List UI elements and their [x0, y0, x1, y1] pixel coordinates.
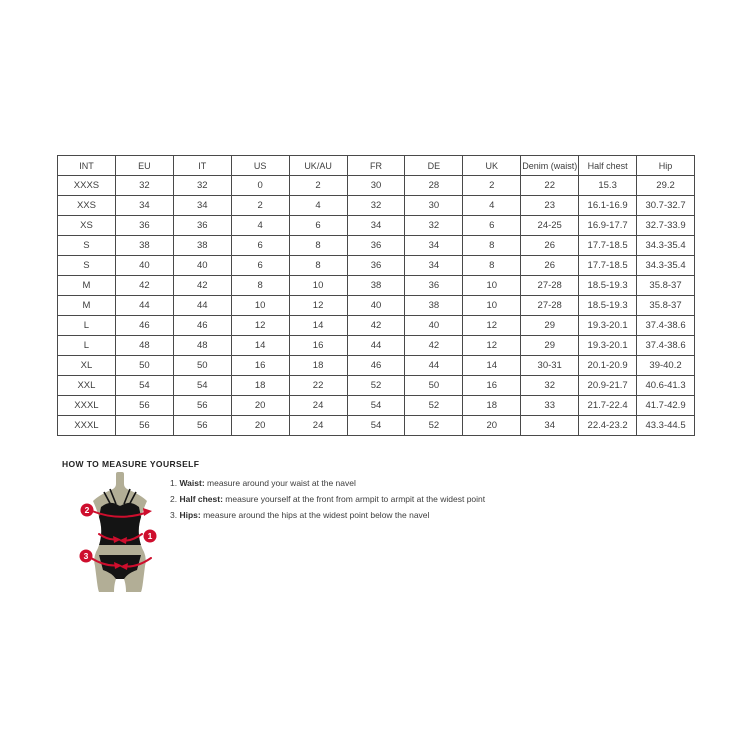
measure-section-title: HOW TO MEASURE YOURSELF — [62, 459, 200, 469]
table-cell: 42 — [405, 336, 463, 356]
table-cell: 22.4-23.2 — [579, 416, 637, 436]
table-cell: 46 — [347, 356, 405, 376]
table-cell: 20 — [231, 416, 289, 436]
table-cell: 30 — [347, 176, 405, 196]
table-cell: 22 — [521, 176, 579, 196]
table-cell: 27-28 — [521, 276, 579, 296]
table-cell: 19.3-20.1 — [579, 336, 637, 356]
table-cell: L — [58, 336, 116, 356]
table-cell: 16 — [289, 336, 347, 356]
table-row — [58, 296, 695, 316]
table-cell: 36 — [115, 216, 173, 236]
table-cell: XXL — [58, 376, 116, 396]
table-cell: 44 — [347, 336, 405, 356]
table-cell: 15.3 — [579, 176, 637, 196]
table-cell: 56 — [115, 416, 173, 436]
table-cell: 20 — [463, 416, 521, 436]
table-cell: 34.3-35.4 — [637, 256, 695, 276]
table-cell: 56 — [173, 416, 231, 436]
table-cell: 35.8-37 — [637, 296, 695, 316]
table-row — [58, 276, 695, 296]
table-cell: 4 — [289, 196, 347, 216]
size-chart-table — [57, 155, 695, 436]
table-cell: 32 — [115, 176, 173, 196]
table-row — [58, 176, 695, 196]
step-text: measure around your waist at the navel — [204, 478, 356, 488]
table-cell: 2 — [289, 176, 347, 196]
table-cell: 14 — [289, 316, 347, 336]
table-cell: 23 — [521, 196, 579, 216]
table-cell: 20 — [231, 396, 289, 416]
table-cell: XXS — [58, 196, 116, 216]
table-cell: 6 — [231, 236, 289, 256]
table-cell: 4 — [231, 216, 289, 236]
table-cell: L — [58, 316, 116, 336]
table-row — [58, 416, 695, 436]
table-cell: 18 — [463, 396, 521, 416]
table-cell: 24 — [289, 416, 347, 436]
table-cell: 44 — [173, 296, 231, 316]
table-cell: 40.6-41.3 — [637, 376, 695, 396]
table-cell: XS — [58, 216, 116, 236]
table-cell: 18.5-19.3 — [579, 276, 637, 296]
table-cell: 44 — [405, 356, 463, 376]
table-cell: 6 — [289, 216, 347, 236]
table-cell: 34 — [115, 196, 173, 216]
table-cell: 4 — [463, 196, 521, 216]
table-cell: 20.9-21.7 — [579, 376, 637, 396]
table-cell: 12 — [289, 296, 347, 316]
column-header: UK/AU — [289, 156, 347, 176]
table-cell: 37.4-38.6 — [637, 316, 695, 336]
table-cell: 16 — [463, 376, 521, 396]
table-cell: 40 — [115, 256, 173, 276]
table-cell: 46 — [173, 316, 231, 336]
table-cell: 8 — [289, 256, 347, 276]
table-cell: 40 — [173, 256, 231, 276]
step-text: measure yourself at the front from armpit to armpit at the widest point — [222, 494, 486, 504]
table-cell: 50 — [405, 376, 463, 396]
column-header: Hip — [637, 156, 695, 176]
table-cell: 12 — [231, 316, 289, 336]
table-cell: 30 — [405, 196, 463, 216]
table-cell: 26 — [521, 256, 579, 276]
table-cell: 22 — [289, 376, 347, 396]
table-cell: 34 — [347, 216, 405, 236]
table-cell: XXXL — [58, 416, 116, 436]
measure-step-hips — [170, 507, 485, 523]
table-row — [58, 236, 695, 256]
table-cell: 34.3-35.4 — [637, 236, 695, 256]
mannequin-illustration — [74, 471, 166, 595]
table-cell: 54 — [347, 396, 405, 416]
table-cell: 10 — [289, 276, 347, 296]
table-cell: 8 — [289, 236, 347, 256]
table-cell: XL — [58, 356, 116, 376]
column-header: IT — [173, 156, 231, 176]
table-cell: 34 — [173, 196, 231, 216]
marker-number-hips: 3 — [83, 551, 89, 561]
chest-measure-arrow — [143, 508, 152, 516]
table-cell: 29 — [521, 316, 579, 336]
column-header: DE — [405, 156, 463, 176]
table-cell: 38 — [115, 236, 173, 256]
table-cell: 32 — [173, 176, 231, 196]
table-cell: XXXS — [58, 176, 116, 196]
table-cell: 34 — [521, 416, 579, 436]
table-cell: 16.9-17.7 — [579, 216, 637, 236]
table-cell: 8 — [231, 276, 289, 296]
column-header: FR — [347, 156, 405, 176]
table-cell: 56 — [115, 396, 173, 416]
table-cell: 52 — [405, 396, 463, 416]
table-cell: 21.7-22.4 — [579, 396, 637, 416]
table-cell: 30.7-32.7 — [637, 196, 695, 216]
table-cell: 44 — [115, 296, 173, 316]
table-cell: 52 — [347, 376, 405, 396]
table-cell: 14 — [231, 336, 289, 356]
measure-marker-hips — [80, 550, 93, 563]
table-cell: 43.3-44.5 — [637, 416, 695, 436]
table-cell: 10 — [231, 296, 289, 316]
table-cell: 2 — [463, 176, 521, 196]
table-cell: 10 — [463, 296, 521, 316]
table-row — [58, 316, 695, 336]
table-cell: 18 — [231, 376, 289, 396]
marker-number-waist: 1 — [147, 531, 153, 541]
table-row — [58, 376, 695, 396]
column-header: Denim (waist) — [521, 156, 579, 176]
measure-marker-chest — [81, 504, 94, 517]
table-cell: 32 — [405, 216, 463, 236]
table-cell: 42 — [173, 276, 231, 296]
table-cell: 36 — [405, 276, 463, 296]
table-cell: 6 — [463, 216, 521, 236]
column-header: INT — [58, 156, 116, 176]
step-number: 1. — [170, 478, 178, 488]
table-cell: 32.7-33.9 — [637, 216, 695, 236]
table-cell: 16 — [231, 356, 289, 376]
step-label: Waist: — [179, 478, 205, 488]
table-cell: 54 — [347, 416, 405, 436]
column-header: UK — [463, 156, 521, 176]
step-number: 2. — [170, 494, 178, 504]
table-cell: 20.1-20.9 — [579, 356, 637, 376]
table-row — [58, 216, 695, 236]
table-cell: 32 — [347, 196, 405, 216]
table-cell: 12 — [463, 336, 521, 356]
table-cell: 6 — [231, 256, 289, 276]
table-cell: 34 — [405, 256, 463, 276]
table-cell: 28 — [405, 176, 463, 196]
measure-instructions — [170, 475, 485, 523]
step-label: Hips: — [179, 510, 201, 520]
table-cell: 29.2 — [637, 176, 695, 196]
table-cell: 19.3-20.1 — [579, 316, 637, 336]
table-cell: M — [58, 276, 116, 296]
table-cell: 26 — [521, 236, 579, 256]
table-cell: 12 — [463, 316, 521, 336]
table-cell: 52 — [405, 416, 463, 436]
table-cell: 18.5-19.3 — [579, 296, 637, 316]
table-cell: 10 — [463, 276, 521, 296]
table-cell: 8 — [463, 236, 521, 256]
table-row — [58, 256, 695, 276]
table-cell: 0 — [231, 176, 289, 196]
marker-number-chest: 2 — [84, 505, 90, 515]
table-cell: 33 — [521, 396, 579, 416]
table-cell: 29 — [521, 336, 579, 356]
table-cell: S — [58, 256, 116, 276]
table-cell: 40 — [405, 316, 463, 336]
table-row — [58, 396, 695, 416]
table-cell: 41.7-42.9 — [637, 396, 695, 416]
table-cell: 18 — [289, 356, 347, 376]
column-header: US — [231, 156, 289, 176]
table-row — [58, 356, 695, 376]
table-cell: 34 — [405, 236, 463, 256]
table-cell: 24 — [289, 396, 347, 416]
table-cell: 38 — [405, 296, 463, 316]
table-cell: 37.4-38.6 — [637, 336, 695, 356]
table-cell: 30-31 — [521, 356, 579, 376]
table-cell: 50 — [173, 356, 231, 376]
table-cell: 8 — [463, 256, 521, 276]
column-header: Half chest — [579, 156, 637, 176]
table-cell: 50 — [115, 356, 173, 376]
table-cell: 36 — [347, 256, 405, 276]
table-cell: 32 — [521, 376, 579, 396]
measure-step-half-chest — [170, 491, 485, 507]
table-cell: 46 — [115, 316, 173, 336]
table-cell: 36 — [173, 216, 231, 236]
step-label: Half chest: — [179, 494, 223, 504]
table-cell: 38 — [173, 236, 231, 256]
table-cell: 42 — [115, 276, 173, 296]
table-cell: 2 — [231, 196, 289, 216]
measure-step-waist — [170, 475, 485, 491]
table-cell: M — [58, 296, 116, 316]
step-number: 3. — [170, 510, 178, 520]
table-cell: 39-40.2 — [637, 356, 695, 376]
table-cell: 48 — [115, 336, 173, 356]
table-cell: 36 — [347, 236, 405, 256]
table-cell: 54 — [173, 376, 231, 396]
step-text: measure around the hips at the widest point below the navel — [200, 510, 430, 520]
table-cell: 38 — [347, 276, 405, 296]
table-cell: 17.7-18.5 — [579, 236, 637, 256]
table-row — [58, 336, 695, 356]
table-cell: 56 — [173, 396, 231, 416]
measurement-figure — [74, 471, 166, 595]
table-cell: 48 — [173, 336, 231, 356]
table-cell: 14 — [463, 356, 521, 376]
column-header: EU — [115, 156, 173, 176]
table-cell: S — [58, 236, 116, 256]
measure-marker-waist — [144, 530, 157, 543]
table-cell: 24-25 — [521, 216, 579, 236]
table-cell: XXXL — [58, 396, 116, 416]
table-row — [58, 196, 695, 216]
header-row — [58, 156, 695, 176]
table-cell: 40 — [347, 296, 405, 316]
table-cell: 42 — [347, 316, 405, 336]
table-cell: 16.1-16.9 — [579, 196, 637, 216]
table-cell: 35.8-37 — [637, 276, 695, 296]
table-cell: 27-28 — [521, 296, 579, 316]
table-cell: 54 — [115, 376, 173, 396]
table-cell: 17.7-18.5 — [579, 256, 637, 276]
